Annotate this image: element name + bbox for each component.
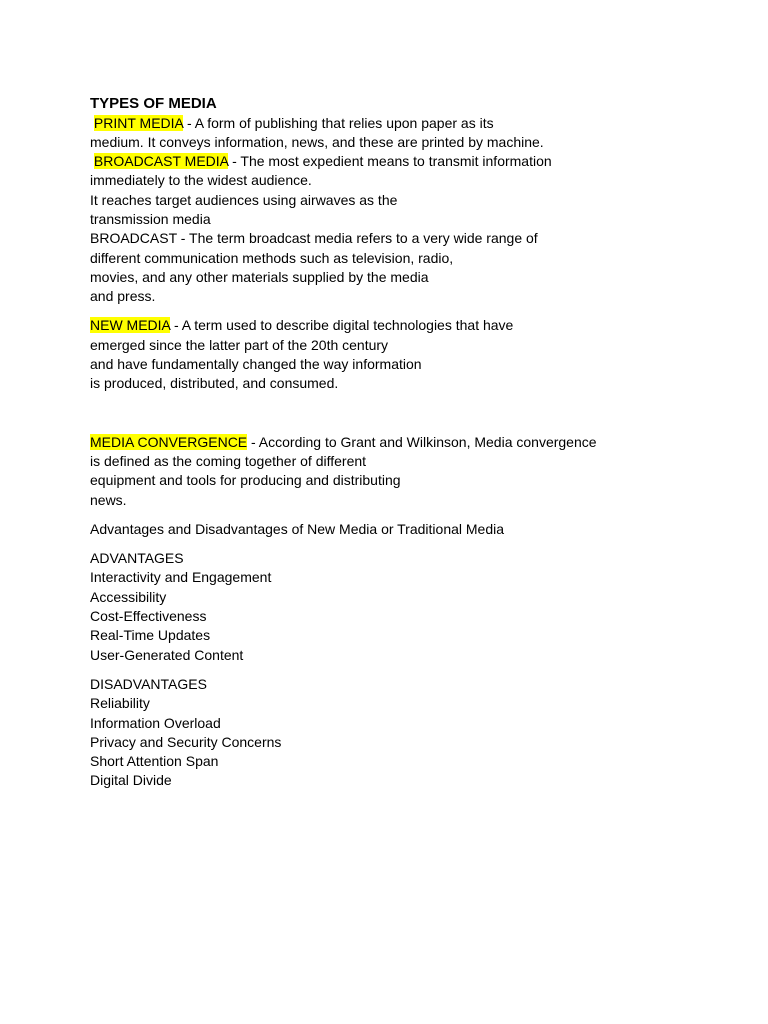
disadvantages-section [90,675,690,791]
paragraph-spacer [90,394,690,433]
broadcast-media-line: movies, and any other materials supplied by the media [90,268,429,285]
disadvantages-heading: DISADVANTAGES [90,675,207,692]
comparison-heading: Advantages and Disadvantages of New Media or Traditional Media [90,520,505,537]
print-media-term: PRINT MEDIA [93,114,184,131]
advantage-item: Real-Time Updates [90,627,211,644]
document-page [90,94,690,791]
broadcast-media-line: It reaches target audiences using airwaves as the [90,191,398,208]
print-media-definition-start: - A form of publishing that relies upon paper as its [183,114,494,131]
print-broadcast-paragraph [90,114,690,307]
advantage-item: Interactivity and Engagement [90,569,272,586]
broadcast-media-line-1 [90,152,690,171]
new-media-definition-start: - A term used to describe digital technologies that have [170,317,514,334]
disadvantage-item: Digital Divide [90,772,172,789]
disadvantage-item: Short Attention Span [90,753,219,770]
broadcast-media-line: BROADCAST - The term broadcast media refers to a very wide range of [90,230,538,247]
advantage-item: User-Generated Content [90,646,244,663]
paragraph-spacer [90,665,690,675]
broadcast-media-line: immediately to the widest audience. [90,172,312,189]
media-convergence-term: MEDIA CONVERGENCE [90,433,248,450]
broadcast-media-line: transmission media [90,210,211,227]
media-convergence-line-1 [90,433,690,452]
print-media-line-2: medium. It conveys information, news, and these are printed by machine. [90,133,544,150]
advantages-section [90,549,690,665]
paragraph-spacer [90,539,690,549]
media-convergence-line: news. [90,491,127,508]
new-media-line: and have fundamentally changed the way information [90,356,422,373]
advantage-item: Cost-Effectiveness [90,608,207,625]
broadcast-media-term: BROADCAST MEDIA [93,153,229,170]
media-convergence-definition-start: - According to Grant and Wilkinson, Media convergence [247,433,597,450]
paragraph-spacer [90,306,690,316]
paragraph-spacer [90,510,690,520]
comparison-heading-paragraph [90,520,690,539]
new-media-paragraph [90,316,690,393]
media-convergence-line: equipment and tools for producing and distributing [90,472,401,489]
broadcast-media-line: and press. [90,288,156,305]
advantages-heading: ADVANTAGES [90,550,184,567]
media-convergence-paragraph [90,433,690,510]
disadvantage-item: Information Overload [90,714,221,731]
disadvantage-item: Privacy and Security Concerns [90,733,282,750]
print-media-line-1 [90,114,690,133]
disadvantage-item: Reliability [90,695,150,712]
new-media-term: NEW MEDIA [90,317,171,334]
broadcast-media-line: different communication methods such as television, radio, [90,249,454,266]
new-media-line-1 [90,316,690,335]
advantage-item: Accessibility [90,588,167,605]
new-media-line: is produced, distributed, and consumed. [90,375,339,392]
document-title: TYPES OF MEDIA [90,95,217,112]
broadcast-media-definition-start: - The most expedient means to transmit information [228,153,552,170]
media-convergence-line: is defined as the coming together of different [90,452,367,469]
new-media-line: emerged since the latter part of the 20th century [90,336,389,353]
